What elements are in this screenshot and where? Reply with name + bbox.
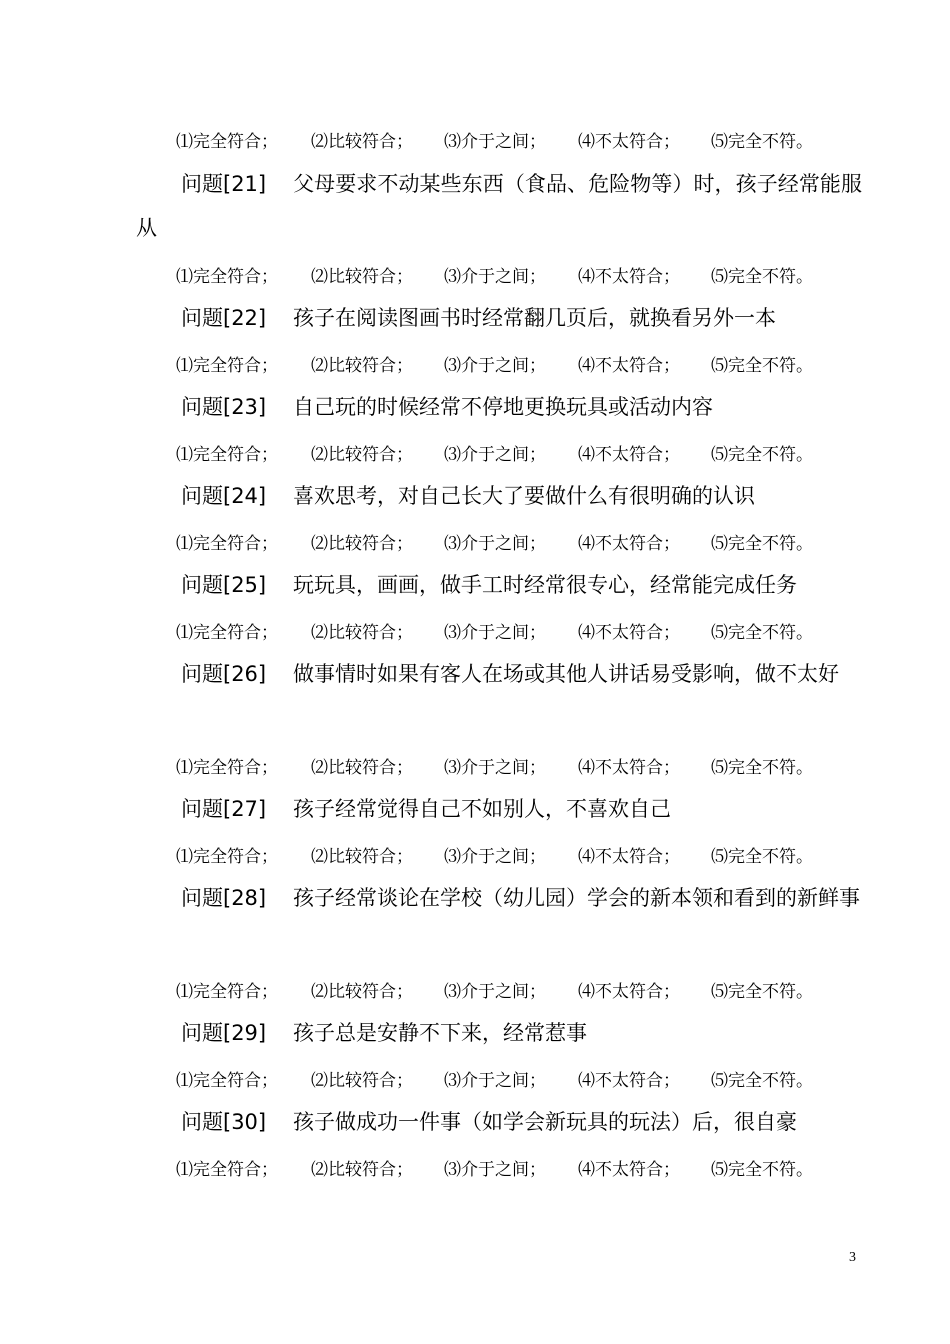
question-28 [136,876,862,920]
option-4: ⑷不太符合； [578,445,680,465]
option-1: ⑴完全符合； [176,982,278,1002]
question-number: 问题[30] [181,1110,267,1134]
option-5: ⑸完全不符。 [711,847,813,867]
page-number: 3 [849,1250,856,1265]
question-number: 问题[27] [181,797,267,821]
option-5: ⑸完全不符。 [711,356,813,376]
option-3: ⑶介于之间； [444,132,546,152]
option-1: ⑴完全符合； [176,847,278,867]
option-2: ⑵比较符合； [311,982,413,1002]
option-1: ⑴完全符合； [176,758,278,778]
question-text: 孩子经常觉得自己不如别人，不喜欢自己 [293,797,671,821]
question-24 [136,474,862,518]
question-27 [136,787,862,831]
question-number: 问题[23] [181,395,267,419]
option-3: ⑶介于之间； [444,623,546,643]
question-text: 做事情时如果有客人在场或其他人讲话易受影响，做不太好 [293,662,839,686]
question-text: 父母要求不动某些东西（食品、危险物等）时，孩子经常能服从 [136,172,862,240]
option-5: ⑸完全不符。 [711,758,813,778]
option-2: ⑵比较符合； [311,758,413,778]
option-1: ⑴完全符合； [176,132,278,152]
option-2: ⑵比较符合； [311,534,413,554]
option-4: ⑷不太符合； [578,132,680,152]
option-4: ⑷不太符合； [578,847,680,867]
question-22 [136,296,862,340]
question-number: 问题[28] [181,886,267,910]
option-1: ⑴完全符合； [176,267,278,287]
option-3: ⑶介于之间； [444,982,546,1002]
question-30 [136,1100,862,1144]
option-4: ⑷不太符合； [578,356,680,376]
question-number: 问题[29] [181,1021,267,1045]
option-5: ⑸完全不符。 [711,132,813,152]
option-1: ⑴完全符合； [176,534,278,554]
option-3: ⑶介于之间； [444,356,546,376]
option-5: ⑸完全不符。 [711,445,813,465]
option-2: ⑵比较符合； [311,267,413,287]
answer-options [176,1159,813,1181]
answer-options [176,757,813,779]
option-4: ⑷不太符合； [578,1071,680,1091]
option-1: ⑴完全符合； [176,445,278,465]
question-number: 问题[24] [181,484,267,508]
option-1: ⑴完全符合； [176,1071,278,1091]
option-5: ⑸完全不符。 [711,623,813,643]
option-3: ⑶介于之间； [444,534,546,554]
option-5: ⑸完全不符。 [711,1071,813,1091]
option-2: ⑵比较符合； [311,847,413,867]
question-text: 玩玩具，画画，做手工时经常很专心，经常能完成任务 [293,573,797,597]
option-2: ⑵比较符合； [311,132,413,152]
answer-options [176,131,813,153]
option-2: ⑵比较符合； [311,623,413,643]
option-5: ⑸完全不符。 [711,267,813,287]
option-4: ⑷不太符合； [578,1160,680,1180]
option-2: ⑵比较符合； [311,1160,413,1180]
answer-options [176,355,813,377]
question-26 [136,652,862,696]
answer-options [176,622,813,644]
option-3: ⑶介于之间； [444,758,546,778]
option-3: ⑶介于之间； [444,1071,546,1091]
answer-options [176,846,813,868]
question-25 [136,563,862,607]
option-2: ⑵比较符合； [311,356,413,376]
option-5: ⑸完全不符。 [711,1160,813,1180]
question-29 [136,1011,862,1055]
option-4: ⑷不太符合； [578,982,680,1002]
option-2: ⑵比较符合； [311,1071,413,1091]
option-4: ⑷不太符合； [578,758,680,778]
question-text: 孩子在阅读图画书时经常翻几页后，就换看另外一本 [293,306,776,330]
question-23 [136,385,862,429]
question-text: 孩子做成功一件事（如学会新玩具的玩法）后，很自豪 [293,1110,797,1134]
option-3: ⑶介于之间； [444,445,546,465]
option-5: ⑸完全不符。 [711,534,813,554]
question-text: 自己玩的时候经常不停地更换玩具或活动内容 [293,395,713,419]
question-number: 问题[21] [181,172,267,196]
question-21 [136,162,862,250]
question-text: 喜欢思考，对自己长大了要做什么有很明确的认识 [293,484,755,508]
option-1: ⑴完全符合； [176,1160,278,1180]
question-number: 问题[25] [181,573,267,597]
option-4: ⑷不太符合； [578,623,680,643]
answer-options [176,266,813,288]
option-5: ⑸完全不符。 [711,982,813,1002]
answer-options [176,1070,813,1092]
option-1: ⑴完全符合； [176,356,278,376]
option-3: ⑶介于之间； [444,847,546,867]
option-4: ⑷不太符合； [578,534,680,554]
question-number: 问题[26] [181,662,267,686]
option-3: ⑶介于之间； [444,267,546,287]
question-number: 问题[22] [181,306,267,330]
option-1: ⑴完全符合； [176,623,278,643]
option-4: ⑷不太符合； [578,267,680,287]
answer-options [176,533,813,555]
option-3: ⑶介于之间； [444,1160,546,1180]
question-text: 孩子总是安静不下来，经常惹事 [293,1021,587,1045]
answer-options [176,981,813,1003]
question-text: 孩子经常谈论在学校（幼儿园）学会的新本领和看到的新鲜事 [293,886,860,910]
option-2: ⑵比较符合； [311,445,413,465]
answer-options [176,444,813,466]
